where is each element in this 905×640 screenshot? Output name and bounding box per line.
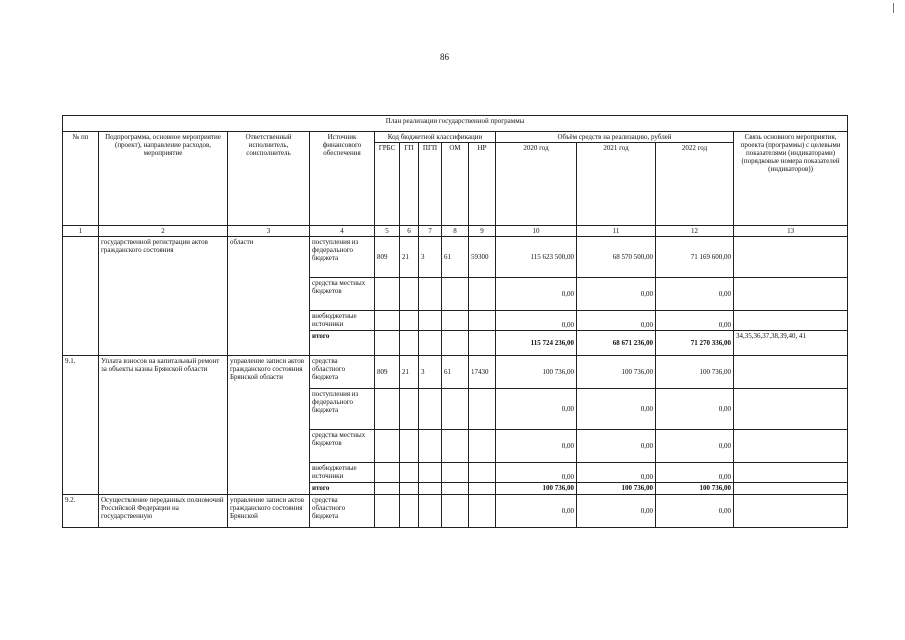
- source-total-cell: итого: [310, 483, 375, 495]
- pgp-cell: [419, 495, 442, 528]
- gp-cell: [400, 430, 419, 463]
- gp-cell: [400, 463, 419, 483]
- source-total-cell: итого: [310, 331, 375, 356]
- grbs-cell: [375, 389, 400, 430]
- np-cell: [469, 331, 496, 356]
- pgp-cell: [419, 331, 442, 356]
- grbs-cell: [375, 311, 400, 331]
- total-2020: 115 724 236,00: [496, 331, 577, 356]
- gp-cell: [400, 495, 419, 528]
- source-cell: внебюджетные источники: [310, 311, 375, 331]
- table-title: План реализации государственной программы: [63, 116, 848, 132]
- row-num-cell: [63, 237, 99, 356]
- table-row: [63, 356, 848, 389]
- header-2022: 2022 год: [656, 143, 734, 226]
- header-indicator-link: Связь основного мероприятия, проекта (программы) с целевыми показателями (индикаторами) (порядковые номера показателей (индикаторов)): [734, 132, 848, 226]
- total-2022: 100 736,00: [656, 483, 734, 495]
- gp-cell: [400, 331, 419, 356]
- amount-2020: 0,00: [496, 495, 577, 528]
- indicator-link-cell: [734, 356, 848, 389]
- amount-2020: 0,00: [496, 463, 577, 483]
- subprogram-cell: государственной регистрации актов гражданского состояния: [99, 237, 228, 356]
- om-cell: [442, 389, 469, 430]
- gp-cell: [400, 311, 419, 331]
- column-number: 11: [577, 226, 656, 237]
- header-2020: 2020 год: [496, 143, 577, 226]
- np-cell: 59300: [469, 237, 496, 278]
- np-cell: [469, 430, 496, 463]
- np-cell: [469, 311, 496, 331]
- np-cell: [469, 495, 496, 528]
- source-cell: средства местных бюджетов: [310, 430, 375, 463]
- total-2021: 100 736,00: [577, 483, 656, 495]
- header-row-main: [63, 132, 848, 143]
- column-number: 13: [734, 226, 848, 237]
- total-2020: 100 736,00: [496, 483, 577, 495]
- np-cell: [469, 463, 496, 483]
- gp-cell: 21: [400, 356, 419, 389]
- column-number: 7: [419, 226, 442, 237]
- np-cell: [469, 389, 496, 430]
- amount-2020: 0,00: [496, 430, 577, 463]
- header-num: № пп: [63, 132, 99, 226]
- pgp-cell: [419, 278, 442, 311]
- column-number: 2: [99, 226, 228, 237]
- grbs-cell: [375, 331, 400, 356]
- responsible-cell: области: [228, 237, 310, 356]
- subprogram-cell: Осуществление переданных полномочий Российской Федерации на государственную: [99, 495, 228, 528]
- gp-cell: 21: [400, 237, 419, 278]
- om-cell: [442, 430, 469, 463]
- np-cell: [469, 278, 496, 311]
- om-cell: [442, 311, 469, 331]
- om-cell: 61: [442, 237, 469, 278]
- source-cell: средства областного бюджета: [310, 495, 375, 528]
- indicator-link-cell: [734, 389, 848, 430]
- column-number: 1: [63, 226, 99, 237]
- indicator-link-cell: [734, 311, 848, 331]
- column-number: 5: [375, 226, 400, 237]
- indicator-link-cell: 34,35,36,37,38,39,40, 41: [734, 331, 848, 356]
- amount-2022: 0,00: [656, 278, 734, 311]
- source-cell: средства областного бюджета: [310, 356, 375, 389]
- indicator-link-cell: [734, 463, 848, 483]
- om-cell: [442, 463, 469, 483]
- om-cell: [442, 278, 469, 311]
- amount-2020: 0,00: [496, 278, 577, 311]
- om-cell: 61: [442, 356, 469, 389]
- amount-2022: 0,00: [656, 463, 734, 483]
- gp-cell: [400, 483, 419, 495]
- indicator-link-cell: [734, 495, 848, 528]
- pgp-cell: [419, 430, 442, 463]
- header-gp: ГП: [400, 143, 419, 226]
- responsible-cell: управление записи актов гражданского состояния Брянской области: [228, 356, 310, 495]
- indicator-link-cell: [734, 278, 848, 311]
- scan-edge-mark: [893, 3, 894, 13]
- amount-2021: 0,00: [577, 278, 656, 311]
- np-cell: 17430: [469, 356, 496, 389]
- column-number-row: [63, 226, 848, 237]
- source-cell: внебюджетные источники: [310, 463, 375, 483]
- header-subprogram: Подпрограмма, основное мероприятие (проект), направление расходов, мероприятие: [99, 132, 228, 226]
- header-np: НР: [469, 143, 496, 226]
- total-2022: 71 270 336,00: [656, 331, 734, 356]
- amount-2021: 0,00: [577, 495, 656, 528]
- gp-cell: [400, 278, 419, 311]
- amount-2022: 0,00: [656, 430, 734, 463]
- column-number: 10: [496, 226, 577, 237]
- page-number: 86: [440, 52, 449, 62]
- column-number: 8: [442, 226, 469, 237]
- pgp-cell: 3: [419, 237, 442, 278]
- source-cell: поступления из федерального бюджета: [310, 237, 375, 278]
- amount-2021: 100 736,00: [577, 356, 656, 389]
- indicator-link-cell: [734, 430, 848, 463]
- program-plan-table: [62, 115, 848, 528]
- total-2021: 68 671 236,00: [577, 331, 656, 356]
- row-num-cell: 9.1.: [63, 356, 99, 495]
- amount-2021: 0,00: [577, 311, 656, 331]
- grbs-cell: [375, 495, 400, 528]
- column-number: 3: [228, 226, 310, 237]
- header-2021: 2021 год: [577, 143, 656, 226]
- table-title-row: [63, 116, 848, 132]
- header-volume: Объём средств на реализацию, рублей: [496, 132, 734, 143]
- amount-2021: 0,00: [577, 463, 656, 483]
- pgp-cell: [419, 389, 442, 430]
- header-budget-code: Код бюджетной классификации: [375, 132, 496, 143]
- gp-cell: [400, 389, 419, 430]
- amount-2021: 0,00: [577, 389, 656, 430]
- header-responsible: Ответственный исполнитель, соисполнитель: [228, 132, 310, 226]
- responsible-cell: управление записи актов гражданского состояния Брянской: [228, 495, 310, 528]
- table-row: [63, 237, 848, 278]
- header-source: Источник финансового обеспечения: [310, 132, 375, 226]
- pgp-cell: [419, 483, 442, 495]
- amount-2020: 115 623 500,00: [496, 237, 577, 278]
- indicator-link-cell: [734, 237, 848, 278]
- np-cell: [469, 483, 496, 495]
- column-number: 12: [656, 226, 734, 237]
- grbs-cell: [375, 278, 400, 311]
- amount-2022: 0,00: [656, 495, 734, 528]
- header-pgp: ПГП: [419, 143, 442, 226]
- pgp-cell: 3: [419, 356, 442, 389]
- amount-2021: 0,00: [577, 430, 656, 463]
- source-cell: поступления из федерального бюджета: [310, 389, 375, 430]
- pgp-cell: [419, 311, 442, 331]
- amount-2020: 100 736,00: [496, 356, 577, 389]
- subprogram-cell: Уплата взносов на капитальный ремонт за объекты казны Брянской области: [99, 356, 228, 495]
- table-row: [63, 495, 848, 528]
- column-number: 4: [310, 226, 375, 237]
- amount-2020: 0,00: [496, 389, 577, 430]
- header-grbs: ГРБС: [375, 143, 400, 226]
- indicator-link-cell: [734, 483, 848, 495]
- grbs-cell: [375, 430, 400, 463]
- grbs-cell: 809: [375, 356, 400, 389]
- amount-2020: 0,00: [496, 311, 577, 331]
- amount-2022: 100 736,00: [656, 356, 734, 389]
- om-cell: [442, 331, 469, 356]
- row-num-cell: 9.2.: [63, 495, 99, 528]
- amount-2022: 0,00: [656, 311, 734, 331]
- om-cell: [442, 495, 469, 528]
- pgp-cell: [419, 463, 442, 483]
- grbs-cell: [375, 463, 400, 483]
- column-number: 9: [469, 226, 496, 237]
- source-cell: средства местных бюджетов: [310, 278, 375, 311]
- column-number: 6: [400, 226, 419, 237]
- grbs-cell: 809: [375, 237, 400, 278]
- amount-2021: 68 570 500,00: [577, 237, 656, 278]
- amount-2022: 0,00: [656, 389, 734, 430]
- grbs-cell: [375, 483, 400, 495]
- om-cell: [442, 483, 469, 495]
- amount-2022: 71 169 600,00: [656, 237, 734, 278]
- header-om: ОМ: [442, 143, 469, 226]
